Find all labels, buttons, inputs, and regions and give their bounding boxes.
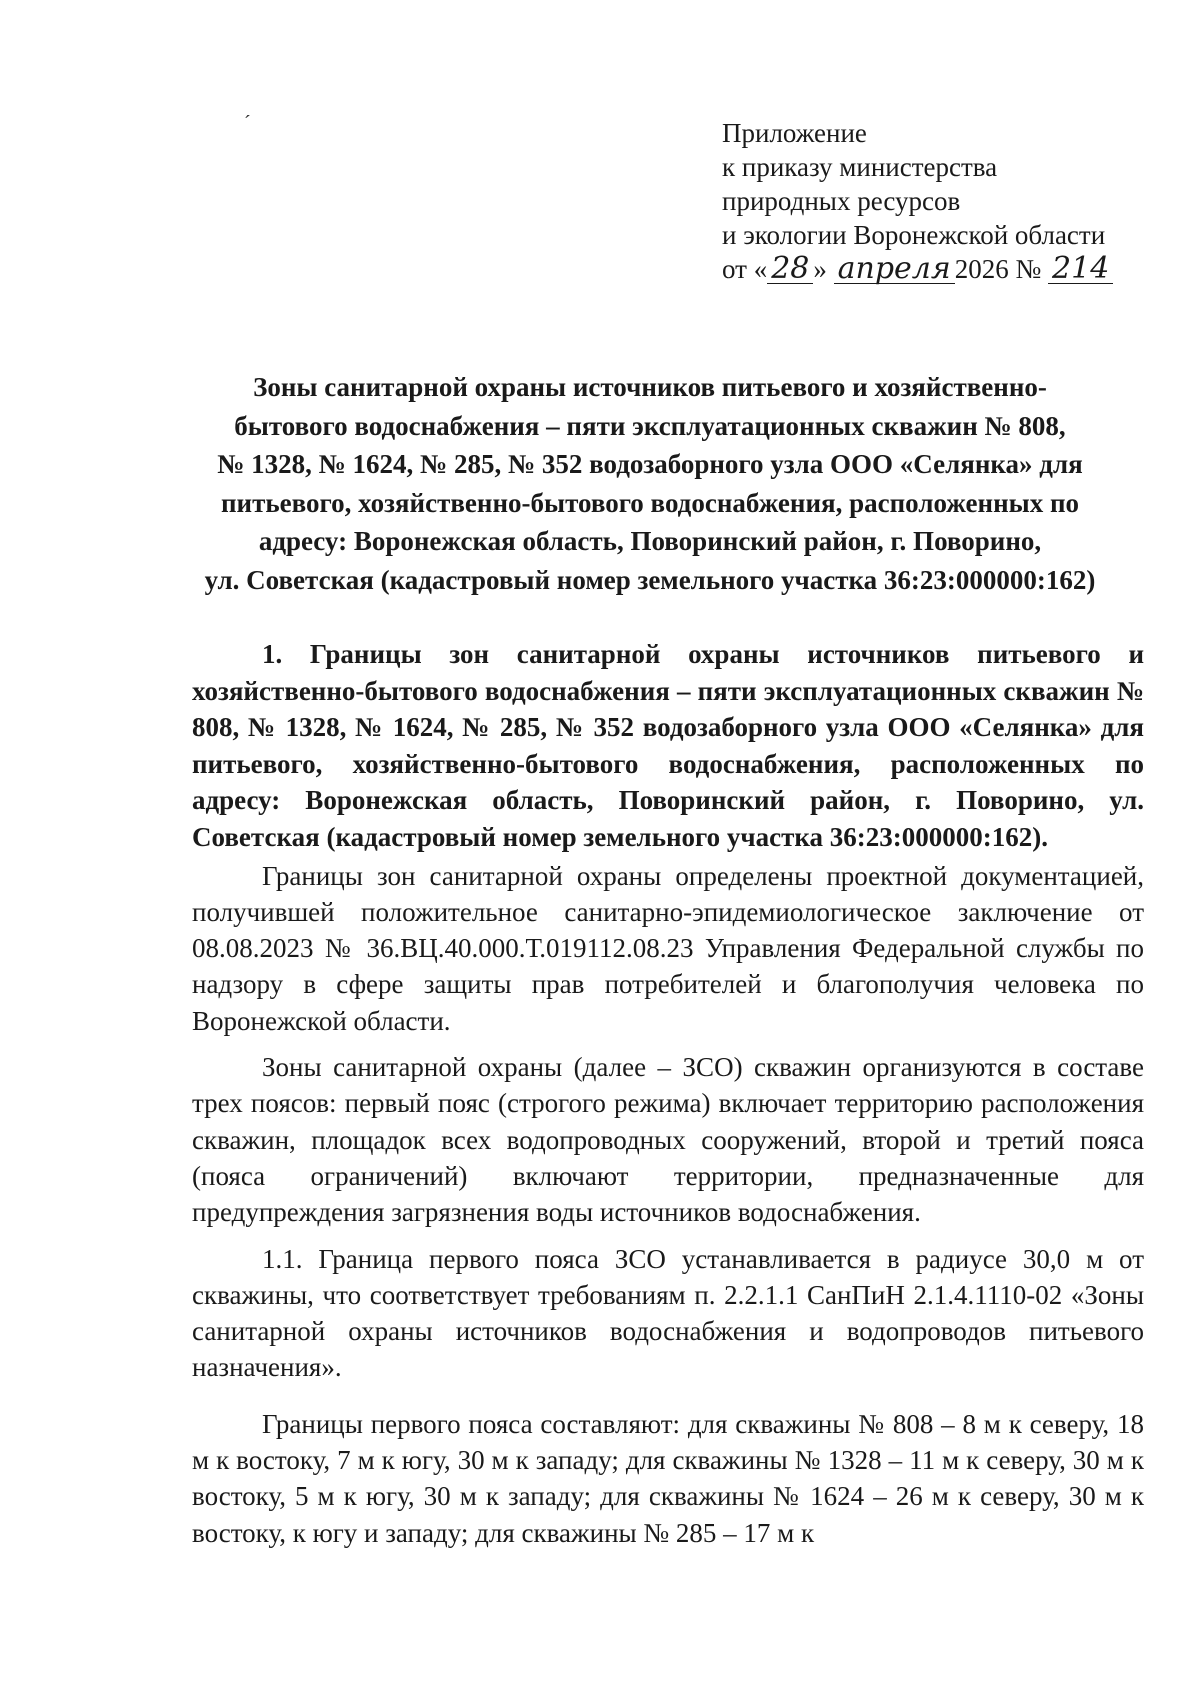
paragraph: Границы зон санитарной охраны определены проектной документацией, получившей положительное санитарно-эпидемиологическое заключение от 08.08.2023 № 36.ВЦ.40.000.Т.019112.08.23 Управления Федеральной службы по надзору в сфере защиты прав потребителей и благополучия человека по Воронежской области. xyxy=(192,860,1144,1036)
title-line: бытового водоснабжения – пяти эксплуатационных скважин № 808, xyxy=(234,410,1066,441)
document-title xyxy=(150,368,1150,599)
appendix-line: Приложение xyxy=(722,118,867,148)
title-line: Зоны санитарной охраны источников питьевого и хозяйственно- xyxy=(253,372,1047,402)
paragraph: 1.1. Граница первого пояса ЗСО устанавливается в радиусе 30,0 м от скважины, что соответствует требованиям п. 2.2.1.1 СанПиН 2.1.4.1110-02 «Зоны санитарной охраны источников водоснабжения и водопроводов питьевого назначения». xyxy=(192,1243,1144,1383)
paragraph: Зоны санитарной охраны (далее – ЗСО) скважин организуются в составе трех поясов: первый пояс (строгого режима) включает территорию расположения скважин, площадок всех водопроводных сооружений, второй и третий пояса (пояса ограничений) включают территории, предназначенные для предупреждения загрязнения воды источников водоснабжения. xyxy=(192,1052,1144,1228)
title-line: питьевого, хозяйственно-бытового водоснабжения, расположенных по xyxy=(220,487,1080,518)
section-1-heading: 1. Границы зон санитарной охраны источников питьевого и хозяйственно-бытового водоснабжения – пяти эксплуатационных скважин № 808, № 1328, № 1624, № 285, № 352 водозаборного узла ООО «Селянка» для питьевого, хозяйственно-бытового водоснабжения, расположенных по адресу: Воронежская область, Поворинский район, г. Поворино, ул. Советская (кадастровый номер земельного участка 36:23:000000:162). xyxy=(192,639,1144,852)
title-line: № 1328, № 1624, № 285, № 352 водозаборного узла ООО «Селянка» для xyxy=(217,449,1083,479)
title-line: адресу: Воронежская область, Поворинский район, г. Поворино, xyxy=(258,526,1042,556)
appendix-line: и экологии Воронежской области xyxy=(722,220,1106,250)
appendix-date-line xyxy=(722,252,1162,286)
stray-mark: ´ xyxy=(244,112,251,134)
date-prefix: от « xyxy=(722,254,768,284)
date-mid: » xyxy=(813,254,834,284)
appendix-line: к приказу министерства xyxy=(722,152,998,182)
handwritten-month: апреля xyxy=(834,252,955,286)
handwritten-day: 28 xyxy=(767,252,813,286)
handwritten-order-number: 214 xyxy=(1048,252,1113,286)
document-body xyxy=(192,636,1144,1551)
appendix-line: природных ресурсов xyxy=(722,186,961,216)
paragraph: Границы первого пояса составляют: для скважины № 808 – 8 м к северу, 18 м к востоку, 7 м к югу, 30 м к западу; для скважины № 1328 – 11 м к северу, 30 м к востоку, 5 м к югу, 30 м к западу; для скважины № 1624 – 26 м к северу, 30 м к востоку, к югу и западу; для скважины № 285 – 17 м к xyxy=(192,1408,1144,1548)
appendix-block xyxy=(722,116,1162,286)
title-line: ул. Советская (кадастровый номер земельного участка 36:23:000000:162) xyxy=(204,564,1096,595)
year-number-label: 2026 № xyxy=(954,254,1049,284)
